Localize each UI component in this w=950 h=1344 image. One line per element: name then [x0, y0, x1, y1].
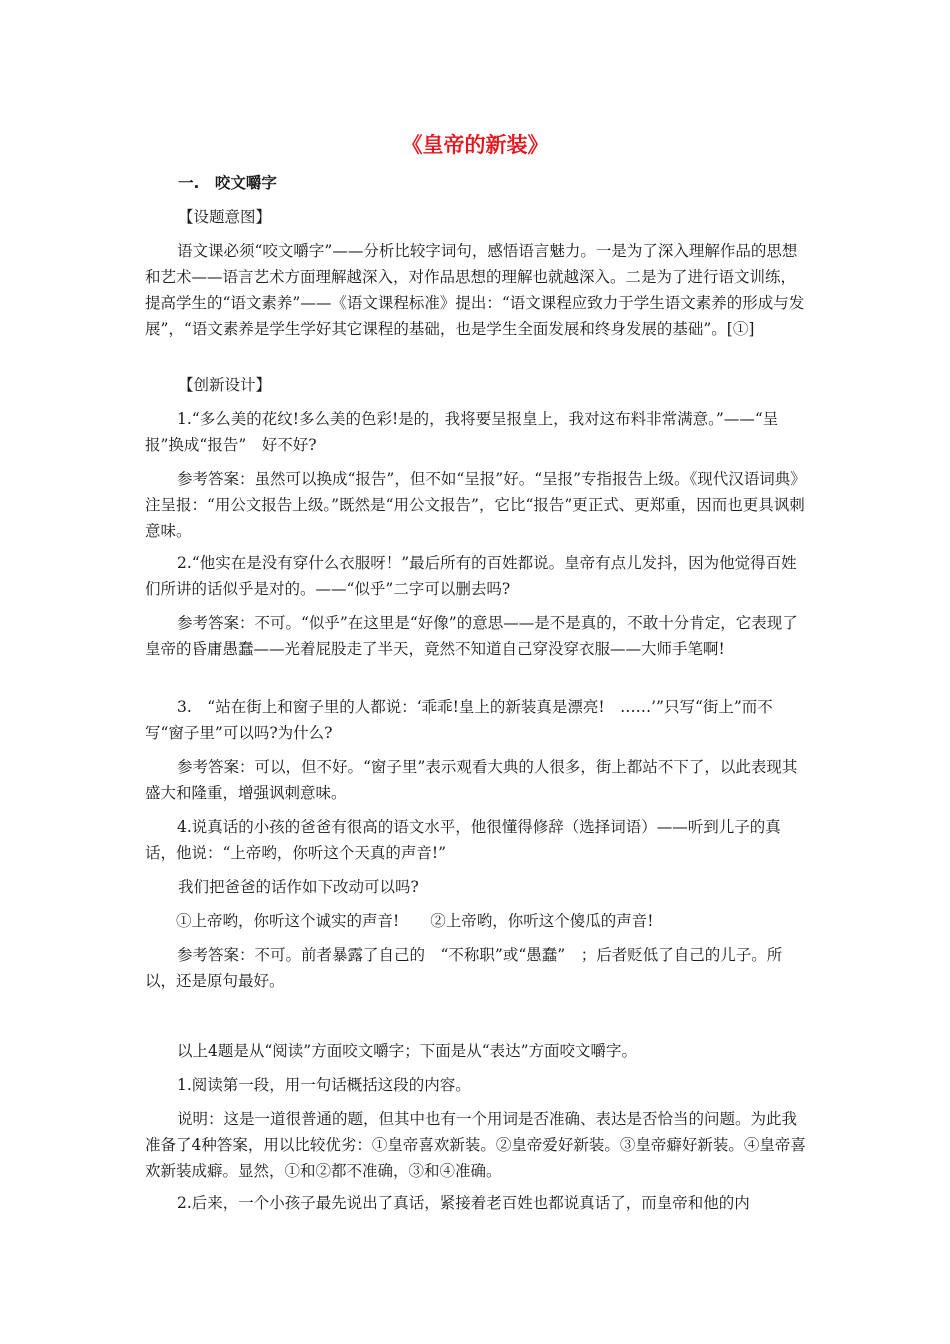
document-title: 《皇帝的新装》 [401, 133, 549, 157]
question-4-options: ①上帝哟，你听这个诚实的声音! ②上帝哟，你听这个傻瓜的声音! [176, 912, 654, 930]
question-4: 4.说真话的小孩的爸爸有很高的语文水平，他很懂得修辞（选择词语）——听到儿子的真话，他说：“上帝哟，你听这个天真的声音!” [145, 818, 781, 862]
question-3: 3. “站在街上和窗子里的人都说：‘乖乖!皇上的新装真是漂亮! ……’”只写“街上”而不写“窗子里”可以吗?为什么? [145, 698, 773, 742]
question-1: 1.“多么美的花纹!多么美的色彩!是的，我将要呈报皇上，我对这布料非常满意。”——“呈报”换成“报告” 好不好? [145, 410, 779, 454]
expression-question-1: 1.阅读第一段，用一句话概括这段的内容。 [177, 1076, 471, 1094]
question-4-follow: 我们把爸爸的话作如下改动可以吗? [178, 878, 419, 896]
answer-3: 参考答案：可以，但不好。“窗子里”表示观看大典的人很多，街上都站不下了，以此表现其盛大和隆重，增强讽刺意味。 [145, 758, 798, 802]
transition-paragraph: 以上4题是从“阅读”方面咬文嚼字；下面是从“表达”方面咬文嚼字。 [177, 1042, 638, 1060]
expression-note-1: 说明：这是一道很普通的题，但其中也有一个用词是否准确、表达是否恰当的问题。为此我准备了4种答案，用以比较优劣：①皇帝喜欢新装。②皇帝爱好新装。③皇帝癖好新装。④皇帝喜欢新装成癖。显然，①和②都不准确，③和④准确。 [145, 1110, 806, 1180]
design-label: 【创新设计】 [178, 376, 272, 394]
intent-label: 【设题意图】 [178, 208, 272, 226]
expression-question-2: 2.后来，一个小孩子最先说出了真话，紧接着老百姓也都说真话了，而皇帝和他的内 [177, 1194, 750, 1212]
question-2: 2.“他实在是没有穿什么衣服呀！”最后所有的百姓都说。皇帝有点儿发抖，因为他觉得百姓们所讲的话似乎是对的。——“似乎”二字可以删去吗? [145, 554, 797, 598]
intent-paragraph: 语文课必须“咬文嚼字”——分析比较字词句，感悟语言魅力。一是为了深入理解作品的思想和艺术——语言艺术方面理解越深入，对作品思想的理解也就越深入。二是为了进行语文训练，提高学生的“语文素养”——《语文课程标准》提出：“语文课程应致力于学生语文素养的形成与发展”，“语文素养是学生学好其它课程的基础，也是学生全面发展和终身发展的基础”。[①] [145, 242, 805, 338]
answer-4: 参考答案：不可。前者暴露了自己的 “不称职”或“愚蠢” ；后者贬低了自己的儿子。所以，还是原句最好。 [145, 946, 783, 990]
answer-1: 参考答案：虽然可以换成“报告”，但不如“呈报”好。“呈报”专指报告上级。《现代汉语词典》注呈报：“用公文报告上级。”既然是“用公文报告”，它比“报告”更正式、更郑重，因而也更具讽刺意味。 [145, 470, 806, 540]
answer-2: 参考答案：不可。“似乎”在这里是“好像”的意思——是不是真的，不敢十分肯定，它表现了皇帝的昏庸愚蠢——光着屁股走了半天，竟然不知道自己穿没穿衣服——大师手笔啊! [145, 614, 798, 658]
section-heading: 一. 咬文嚼字 [178, 174, 277, 192]
